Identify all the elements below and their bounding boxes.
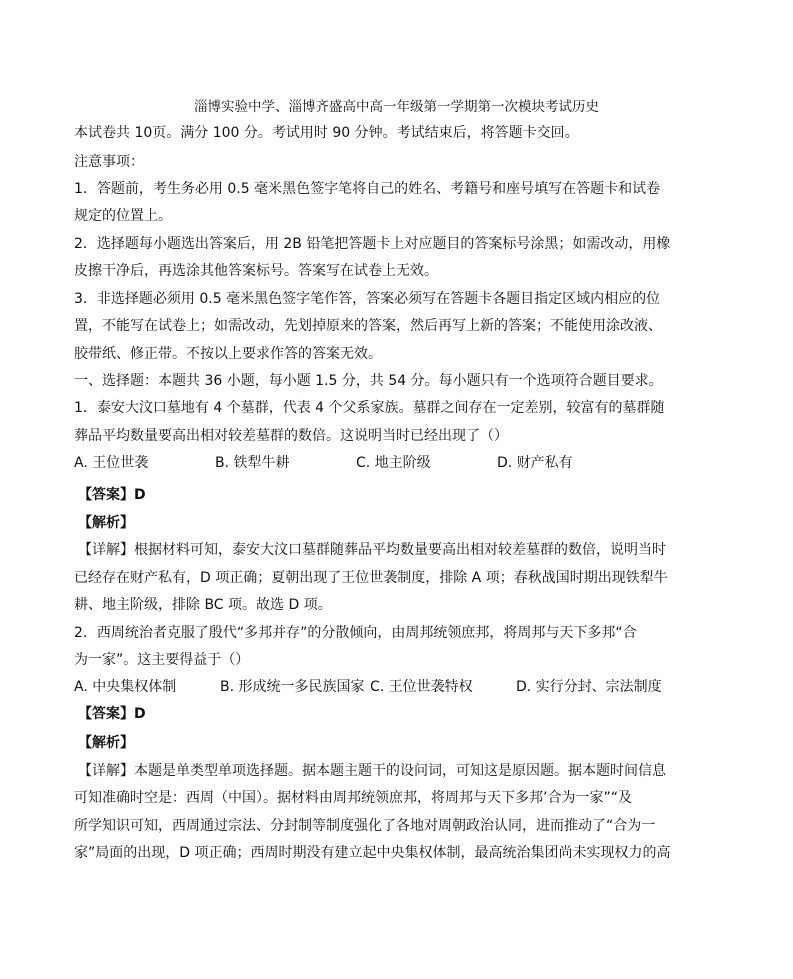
- exam-title: 淄博实验中学、淄博齐盛高中高一年级第一学期第一次模块考试历史: [194, 99, 599, 115]
- q2-answer: 【答案】D: [78, 706, 146, 722]
- notice-heading: 注意事项：: [74, 154, 144, 170]
- q1-option-b: B. 铁犁牛耕: [215, 455, 290, 471]
- section-heading: 一、选择题：本题共 36 小题，每小题 1.5 分，共 54 分。每小题只有一个选项符合题目要求。: [74, 373, 663, 389]
- question-2-line-1: 2．西周统治者克服了殷代“多邦并存”的分散倾向，由周邦统领庶邦，将周邦与天下多邦“合: [74, 625, 637, 641]
- q2-option-b: B. 形成统一多民族国家: [220, 679, 365, 695]
- q2-detail-line-3: 所学知识可知，西周通过宗法、分封制等制度强化了各地对周朝政治认同，进而推动了“合为一: [74, 818, 656, 834]
- q1-detail-line-3: 耕、地主阶级，排除 BC 项。故选 D 项。: [74, 597, 332, 613]
- q2-detail-line-4: 家”局面的出现，D 项正确；西周时期没有建立起中央集权体制，最高统治集团尚未实现权力的高: [74, 845, 671, 861]
- q1-option-c: C. 地主阶级: [356, 455, 431, 471]
- question-2-line-2: 为一家”。这主要得益于（）: [74, 652, 250, 668]
- q1-answer: 【答案】D: [78, 487, 146, 503]
- q2-analysis-label: 【解析】: [78, 735, 134, 751]
- q2-option-c: C. 王位世袭特权: [370, 679, 473, 695]
- q2-option-a: A. 中央集权体制: [74, 679, 177, 695]
- notice-3-line-3: 胶带纸、修正带。不按以上要求作答的答案无效。: [74, 346, 382, 362]
- q1-detail-line-2: 已经存在财产私有，D 项正确；夏朝出现了王位世袭制度，排除 A 项；春秋战国时期出现铁犁牛: [74, 570, 668, 586]
- q1-analysis-label: 【解析】: [78, 515, 134, 531]
- question-1-line-1: 1．泰安大汶口墓地有 4 个墓群，代表 4 个父系家族。墓群之间存在一定差别，较富有的墓群随: [74, 400, 665, 416]
- q1-option-a: A. 王位世袭: [74, 455, 149, 471]
- notice-2-line-1: 2．选择题每小题选出答案后，用 2B 铅笔把答题卡上对应题目的答案标号涂黑；如需改动，用橡: [74, 236, 671, 252]
- q1-option-d: D. 财产私有: [497, 455, 573, 471]
- notice-3-line-1: 3．非选择题必须用 0.5 毫米黑色签字笔作答，答案必须写在答题卡各题目指定区域内相应的位: [74, 291, 661, 307]
- intro-text: 本试卷共 10页。满分 100 分。考试用时 90 分钟。考试结束后，将答题卡交回。: [74, 125, 579, 141]
- notice-3-line-2: 置，不能写在试卷上；如需改动，先划掉原来的答案，然后再写上新的答案；不能使用涂改液、: [74, 318, 662, 334]
- notice-1-line-2: 规定的位置上。: [74, 208, 172, 224]
- q2-option-d: D. 实行分封、宗法制度: [516, 679, 662, 695]
- q2-detail-line-1: 【详解】本题是单类型单项选择题。据本题主题干的设问词，可知这是原因题。据本题时间信息: [78, 763, 666, 779]
- q1-detail-line-1: 【详解】根据材料可知，泰安大汶口墓群随葬品平均数量要高出相对较差墓群的数倍，说明当时: [78, 542, 666, 558]
- notice-1-line-1: 1．答题前，考生务必用 0.5 毫米黑色签字笔将自己的姓名、考籍号和座号填写在答题卡和试卷: [74, 181, 661, 197]
- notice-2-line-2: 皮擦干净后，再选涂其他答案标号。答案写在试卷上无效。: [74, 263, 438, 279]
- question-1-line-2: 葬品平均数量要高出相对较差墓群的数倍。这说明当时已经出现了（）: [74, 428, 508, 444]
- q2-detail-line-2: 可知准确时空是：西周（中国）。据材料由周邦统领庶邦，将周邦与天下多邦’合为一家”“及: [74, 790, 632, 806]
